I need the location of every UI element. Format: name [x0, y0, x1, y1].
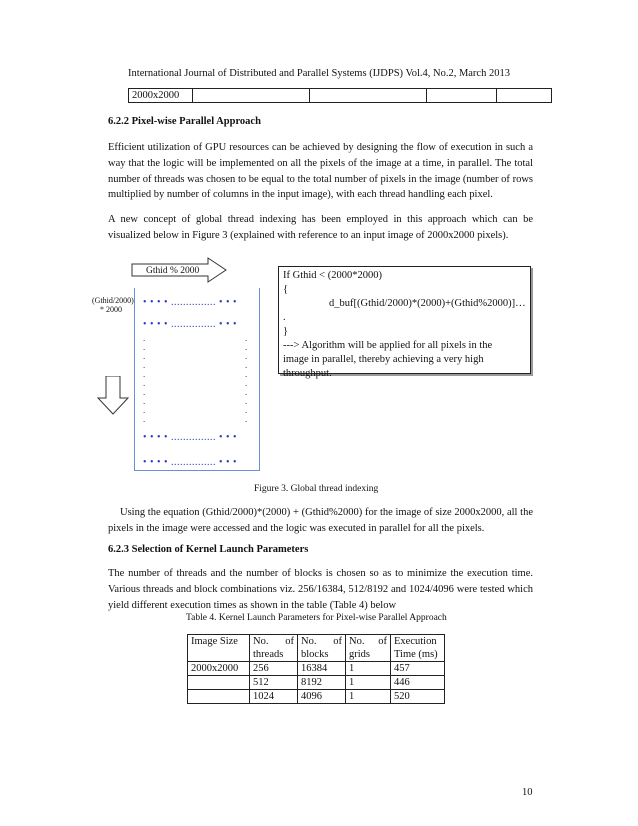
- paragraph: Efficient utilization of GPU resources can be achieved by designing the flow of execution in such a way that the logic will be implemented on all the pixels of the image at a time, in parallel. The total number of threads was chosen to be equal to the total number of pixels in the image (number of rows multiplied by number of columns in the input image), with each thread handling each pixel.: [108, 142, 533, 201]
- vertical-dots: . . . . . . . . . .: [143, 333, 146, 424]
- code-line: If Gthid < (2000*2000): [283, 270, 382, 281]
- column-header: Execution Time (ms): [391, 635, 445, 662]
- table-cell: 446: [391, 676, 445, 690]
- code-line: .: [283, 312, 286, 323]
- table-cell: 2000x2000: [129, 89, 193, 103]
- row-index-label: (Gthid/2000): [92, 296, 134, 305]
- table-row: [188, 662, 445, 676]
- pixel-row: • • • • ............... • • •: [143, 457, 238, 468]
- table-header-row: [188, 635, 445, 662]
- kernel-params-table: [187, 634, 445, 704]
- image-grid-frame: [134, 288, 260, 471]
- code-line: image in parallel, thereby achieving a very high: [283, 354, 484, 365]
- table-caption: Table 4. Kernel Launch Parameters for Pixel-wise Parallel Approach: [186, 613, 447, 623]
- arrow-label: Gthid % 2000: [146, 266, 200, 276]
- code-box: [278, 266, 531, 379]
- column-header: No. of threads: [250, 635, 298, 662]
- continued-table-row: [128, 88, 552, 103]
- pixel-row: • • • • ............... • • •: [143, 319, 238, 330]
- section-heading-622: 6.2.2 Pixel-wise Parallel Approach: [108, 116, 261, 127]
- table-cell: 457: [391, 662, 445, 676]
- paragraph: Using the equation (Gthid/2000)*(2000) + (Gthid%2000) for the image of size 2000x2000, all the pixels in the image were accessed and the logic was executed in parallel for all the pixels.: [108, 507, 533, 534]
- table-cell: 520: [391, 690, 445, 704]
- vertical-dots: . . . . . . . . . .: [245, 333, 248, 424]
- table-cell: 2000x2000: [188, 662, 250, 676]
- code-line: d_buf[(Gthid/2000)*(2000)+(Gthid%2000)]…: [329, 298, 526, 309]
- table-cell: 256: [250, 662, 298, 676]
- page-number: 10: [522, 787, 533, 798]
- pixel-row: • • • • ............... • • •: [143, 297, 238, 308]
- table-cell: 1: [346, 676, 391, 690]
- table-cell: [193, 89, 310, 103]
- table-cell: 4096: [298, 690, 346, 704]
- paragraph: A new concept of global thread indexing has been employed in this approach which can be visualized below in Figure 3 (explained with reference to an input image of 2000x2000 pixels).: [108, 214, 533, 241]
- table-cell: 8192: [298, 676, 346, 690]
- code-line: {: [283, 284, 289, 295]
- paragraph: The number of threads and the number of blocks is chosen so as to minimize the execution time. Various threads and block combinations viz. 256/16384, 512/8192 and 1024/4096 were tested which yield different execution times as shown in the table (Table 4) below: [108, 568, 533, 611]
- table-cell: 1: [346, 662, 391, 676]
- column-header: No. of blocks: [298, 635, 346, 662]
- code-line: ---> Algorithm will be applied for all pixels in the: [283, 340, 493, 351]
- table-cell: [497, 89, 552, 103]
- code-line: }: [283, 326, 289, 337]
- table-cell: 16384: [298, 662, 346, 676]
- column-header: No. of grids: [346, 635, 391, 662]
- table-cell: [427, 89, 497, 103]
- table-cell: [188, 676, 250, 690]
- row-index-label-2: * 2000: [100, 305, 122, 314]
- table-cell: 1024: [250, 690, 298, 704]
- code-line: throughput.: [283, 368, 332, 379]
- table-row: [188, 690, 445, 704]
- down-arrow-icon: [96, 376, 130, 416]
- table-cell: 1: [346, 690, 391, 704]
- column-header: Image Size: [188, 635, 250, 662]
- table-cell: 512: [250, 676, 298, 690]
- table-cell: [310, 89, 427, 103]
- table-cell: [188, 690, 250, 704]
- figure-caption: Figure 3. Global thread indexing: [254, 484, 379, 494]
- pixel-row: • • • • ............... • • •: [143, 432, 238, 443]
- table-row: [188, 676, 445, 690]
- running-header: International Journal of Distributed and Parallel Systems (IJDPS) Vol.4, No.2, March 2013: [128, 68, 510, 79]
- section-heading-623: 6.2.3 Selection of Kernel Launch Parameters: [108, 544, 309, 555]
